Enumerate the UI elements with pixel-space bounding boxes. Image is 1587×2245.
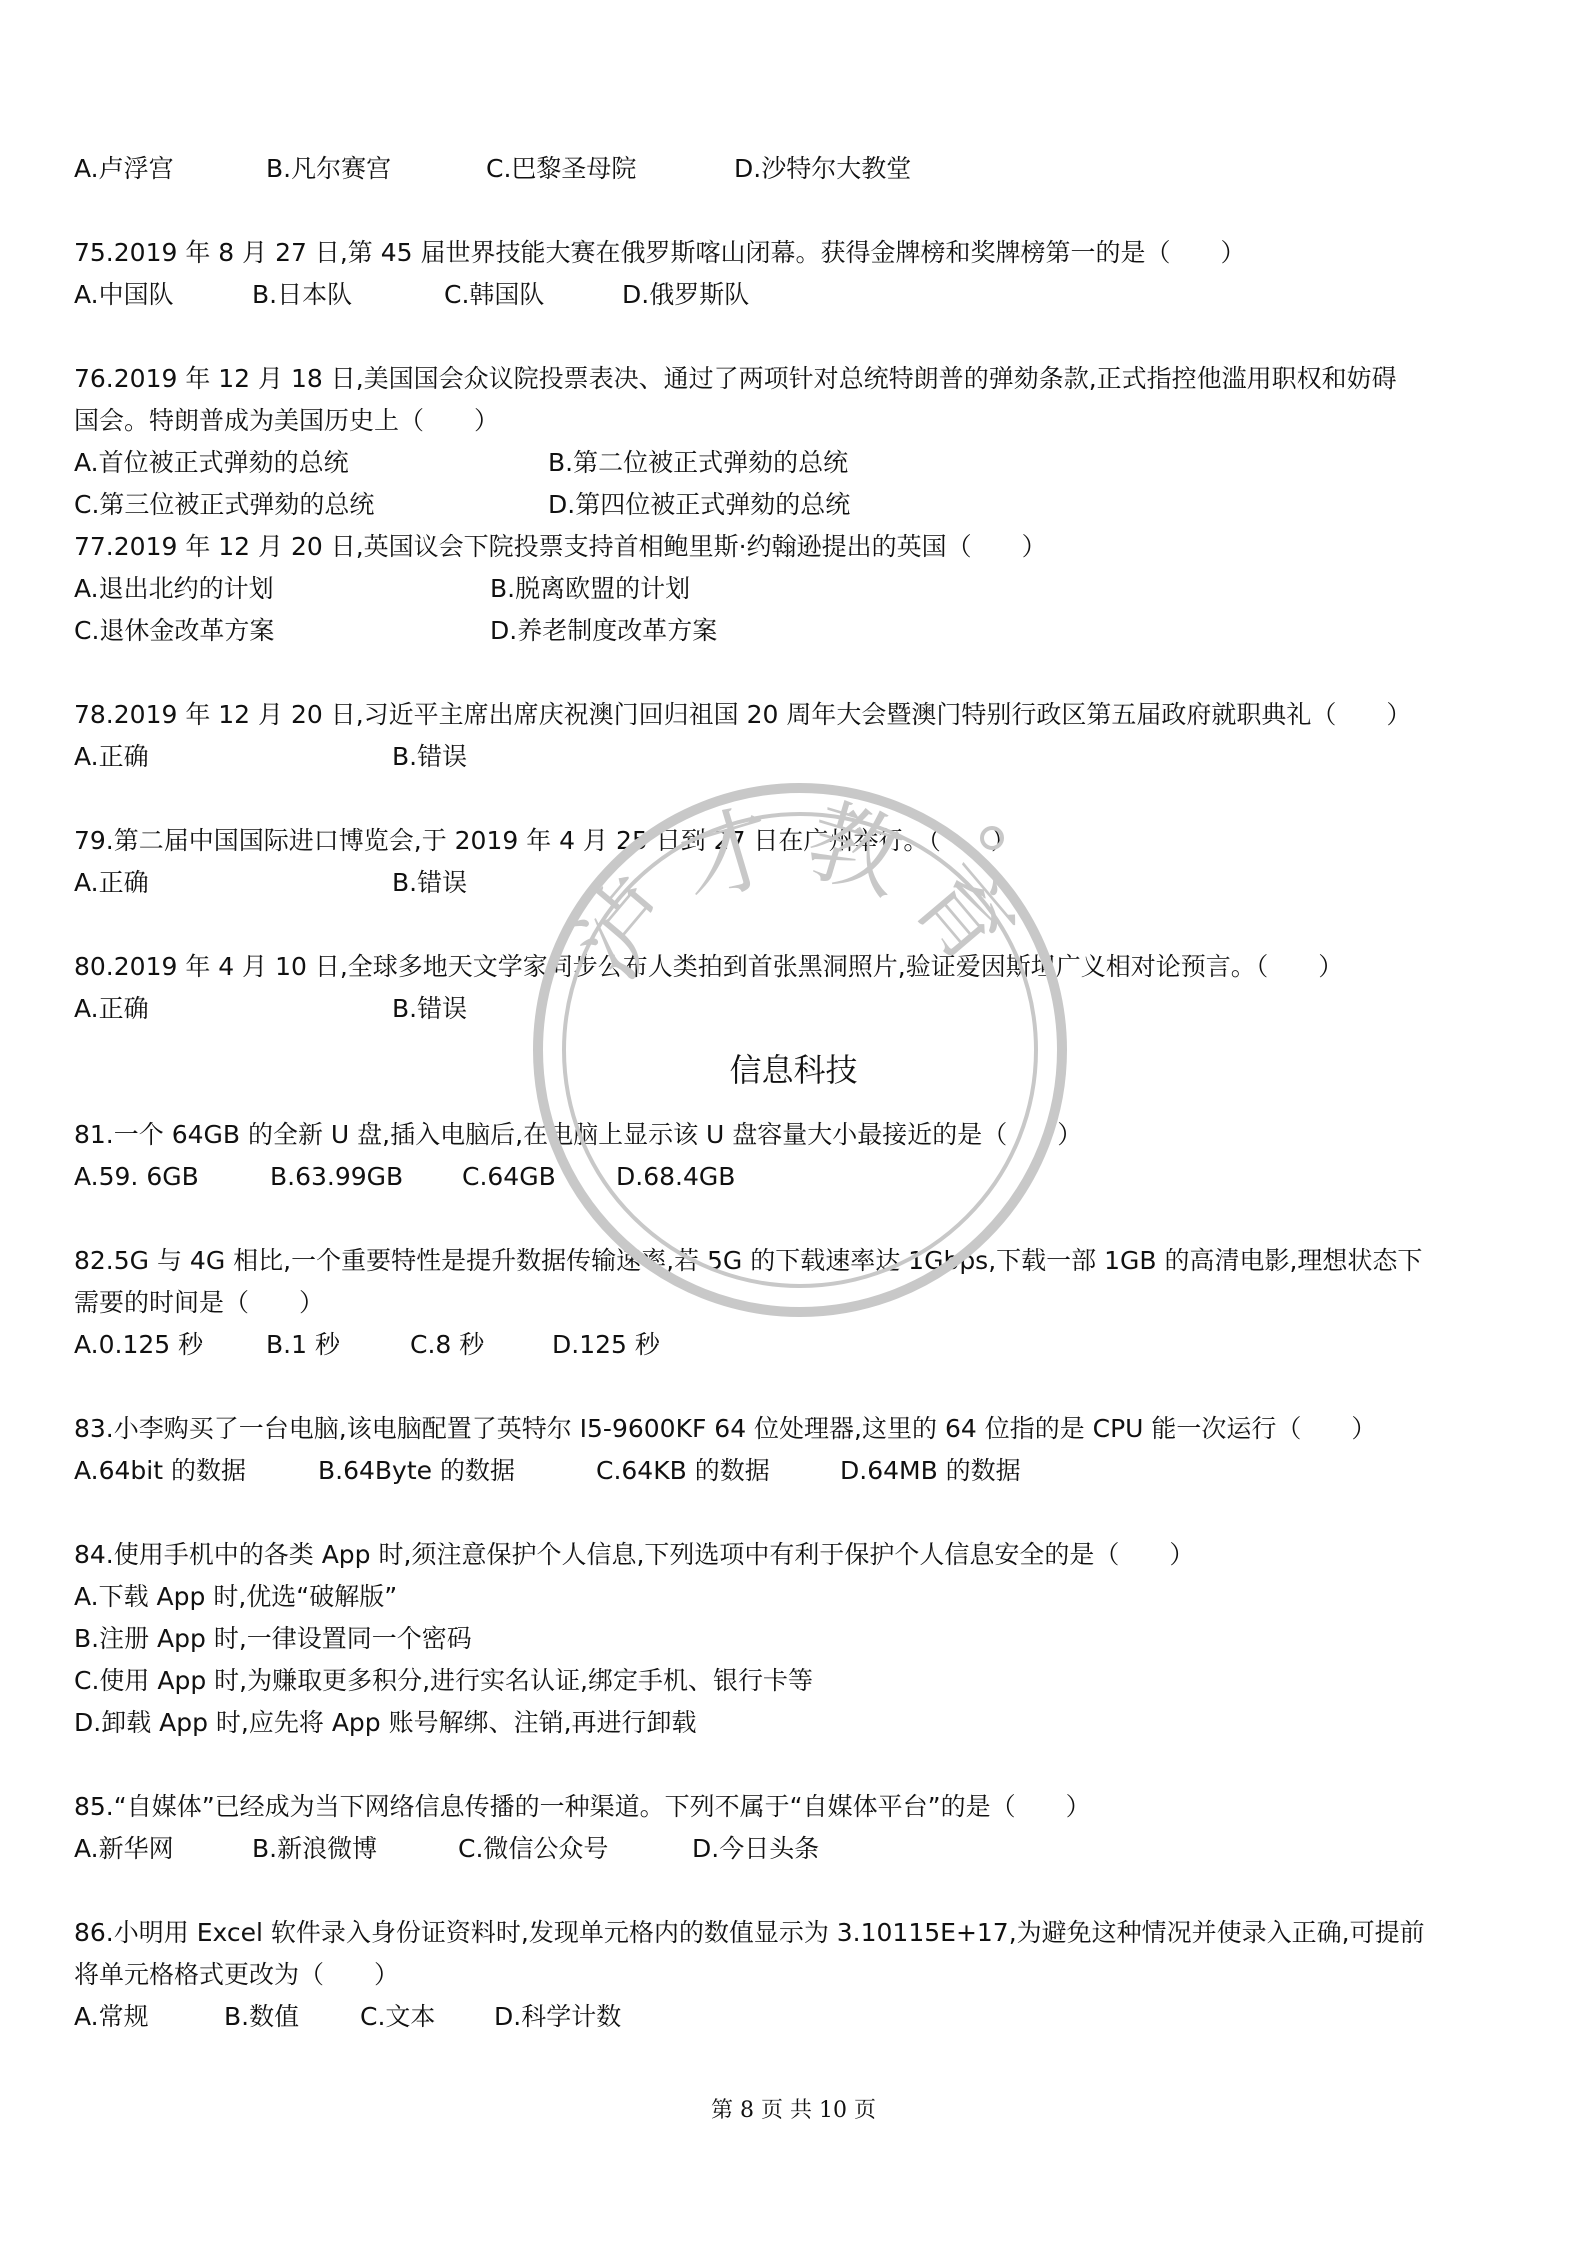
q81-option-c: C.64GB bbox=[462, 1162, 556, 1191]
q77-option-b: B.脱离欧盟的计划 bbox=[490, 574, 691, 603]
q86-question-line1: 86.小明用 Excel 软件录入身份证资料时,发现单元格内的数值显示为 3.10115E+17,为避免这种情况并使录入正确,可提前 bbox=[74, 1918, 1425, 1947]
q76-question-line1: 76.2019 年 12 月 18 日,美国国会众议院投票表决、通过了两项针对总统特朗普的弹劾条款,正式指控他滥用职权和妨碍 bbox=[74, 364, 1397, 393]
q84-option-b: B.注册 App 时,一律设置同一个密码 bbox=[74, 1624, 472, 1653]
q77-option-c: C.退休金改革方案 bbox=[74, 616, 275, 645]
q84-option-a: A.下载 App 时,优选“破解版” bbox=[74, 1582, 398, 1611]
q82-question-line1: 82.5G 与 4G 相比,一个重要特性是提升数据传输速率,若 5G 的下载速率达 1Gbps,下载一部 1GB 的高清电影,理想状态下 bbox=[74, 1246, 1423, 1275]
q81-option-a: A.59. 6GB bbox=[74, 1162, 199, 1191]
q86-option-a: A.常规 bbox=[74, 2002, 149, 2031]
q75-option-d: D.俄罗斯队 bbox=[622, 280, 750, 309]
q85-option-d: D.今日头条 bbox=[692, 1834, 820, 1863]
q76-option-b: B.第二位被正式弹劾的总统 bbox=[548, 448, 849, 477]
q81-question: 81.一个 64GB 的全新 U 盘,插入电脑后,在电脑上显示该 U 盘容量大小最接近的是（ ） bbox=[74, 1120, 1083, 1149]
q81-option-b: B.63.99GB bbox=[270, 1162, 404, 1191]
q84-option-c: C.使用 App 时,为赚取更多积分,进行实名认证,绑定手机、银行卡等 bbox=[74, 1666, 813, 1695]
q85-option-c: C.微信公众号 bbox=[458, 1834, 609, 1863]
q82-option-d: D.125 秒 bbox=[552, 1330, 660, 1359]
q84-option-d: D.卸载 App 时,应先将 App 账号解绑、注销,再进行卸载 bbox=[74, 1708, 697, 1737]
q75-option-b: B.日本队 bbox=[252, 280, 353, 309]
q76-option-a: A.首位被正式弹劾的总统 bbox=[74, 448, 349, 477]
q80-question: 80.2019 年 4 月 10 日,全球多地天文学家同步公布人类拍到首张黑洞照片,验证爱因斯坦广义相对论预言。（ ） bbox=[74, 952, 1344, 981]
q80-option-b: B.错误 bbox=[392, 994, 468, 1023]
q82-question-line2: 需要的时间是（ ） bbox=[74, 1288, 325, 1317]
q74-option-b: B.凡尔赛宫 bbox=[266, 154, 392, 183]
section-title: 信息科技 bbox=[729, 1051, 858, 1089]
q75-question: 75.2019 年 8 月 27 日,第 45 届世界技能大赛在俄罗斯喀山闭幕。获得金牌榜和奖牌榜第一的是（ ） bbox=[74, 238, 1246, 267]
q76-option-c: C.第三位被正式弹劾的总统 bbox=[74, 490, 375, 519]
page-footer: 第 8 页 共 10 页 bbox=[711, 2098, 876, 2123]
q83-option-c: C.64KB 的数据 bbox=[596, 1456, 770, 1485]
q83-question: 83.小李购买了一台电脑,该电脑配置了英特尔 I5-9600KF 64 位处理器,这里的 64 位指的是 CPU 能一次运行（ ） bbox=[74, 1414, 1377, 1443]
q76-option-d: D.第四位被正式弹劾的总统 bbox=[548, 490, 851, 519]
q81-option-d: D.68.4GB bbox=[616, 1162, 736, 1191]
q85-option-b: B.新浪微博 bbox=[252, 1834, 378, 1863]
q86-option-c: C.文本 bbox=[360, 2002, 436, 2031]
q74-option-d: D.沙特尔大教堂 bbox=[734, 154, 912, 183]
q74-option-c: C.巴黎圣母院 bbox=[486, 154, 637, 183]
q78-option-b: B.错误 bbox=[392, 742, 468, 771]
q77-option-a: A.退出北约的计划 bbox=[74, 574, 274, 603]
q85-option-a: A.新华网 bbox=[74, 1834, 174, 1863]
q79-option-a: A.正确 bbox=[74, 868, 149, 897]
q78-question: 78.2019 年 12 月 20 日,习近平主席出席庆祝澳门回归祖国 20 周年大会暨澳门特别行政区第五届政府就职典礼（ ） bbox=[74, 700, 1412, 729]
q86-option-d: D.科学计数 bbox=[494, 2002, 622, 2031]
watermark-text: 泸才教育 bbox=[554, 785, 1046, 999]
q83-option-d: D.64MB 的数据 bbox=[840, 1456, 1021, 1485]
q83-option-b: B.64Byte 的数据 bbox=[318, 1456, 515, 1485]
q74-option-a: A.卢浮宫 bbox=[74, 154, 174, 183]
q79-option-b: B.错误 bbox=[392, 868, 468, 897]
q80-option-a: A.正确 bbox=[74, 994, 149, 1023]
q75-option-c: C.韩国队 bbox=[444, 280, 545, 309]
q86-option-b: B.数值 bbox=[224, 2002, 300, 2031]
q76-question-line2: 国会。特朗普成为美国历史上（ ） bbox=[74, 406, 500, 435]
q86-question-line2: 将单元格格式更改为（ ） bbox=[74, 1960, 400, 1989]
q82-option-a: A.0.125 秒 bbox=[74, 1330, 204, 1359]
q83-option-a: A.64bit 的数据 bbox=[74, 1456, 246, 1485]
q85-question: 85.“自媒体”已经成为当下网络信息传播的一种渠道。下列不属于“自媒体平台”的是（ ） bbox=[74, 1792, 1091, 1821]
q78-option-a: A.正确 bbox=[74, 742, 149, 771]
q79-question: 79.第二届中国国际进口博览会,于 2019 年 4 月 25 日到 27 日在广州举行。（ ） bbox=[74, 826, 1016, 855]
q84-question: 84.使用手机中的各类 App 时,须注意保护个人信息,下列选项中有利于保护个人信息安全的是（ ） bbox=[74, 1540, 1195, 1569]
q82-option-c: C.8 秒 bbox=[410, 1330, 485, 1359]
q77-question: 77.2019 年 12 月 20 日,英国议会下院投票支持首相鲍里斯·约翰逊提出的英国（ ） bbox=[74, 532, 1047, 561]
q75-option-a: A.中国队 bbox=[74, 280, 174, 309]
q77-option-d: D.养老制度改革方案 bbox=[490, 616, 718, 645]
q82-option-b: B.1 秒 bbox=[266, 1330, 340, 1359]
